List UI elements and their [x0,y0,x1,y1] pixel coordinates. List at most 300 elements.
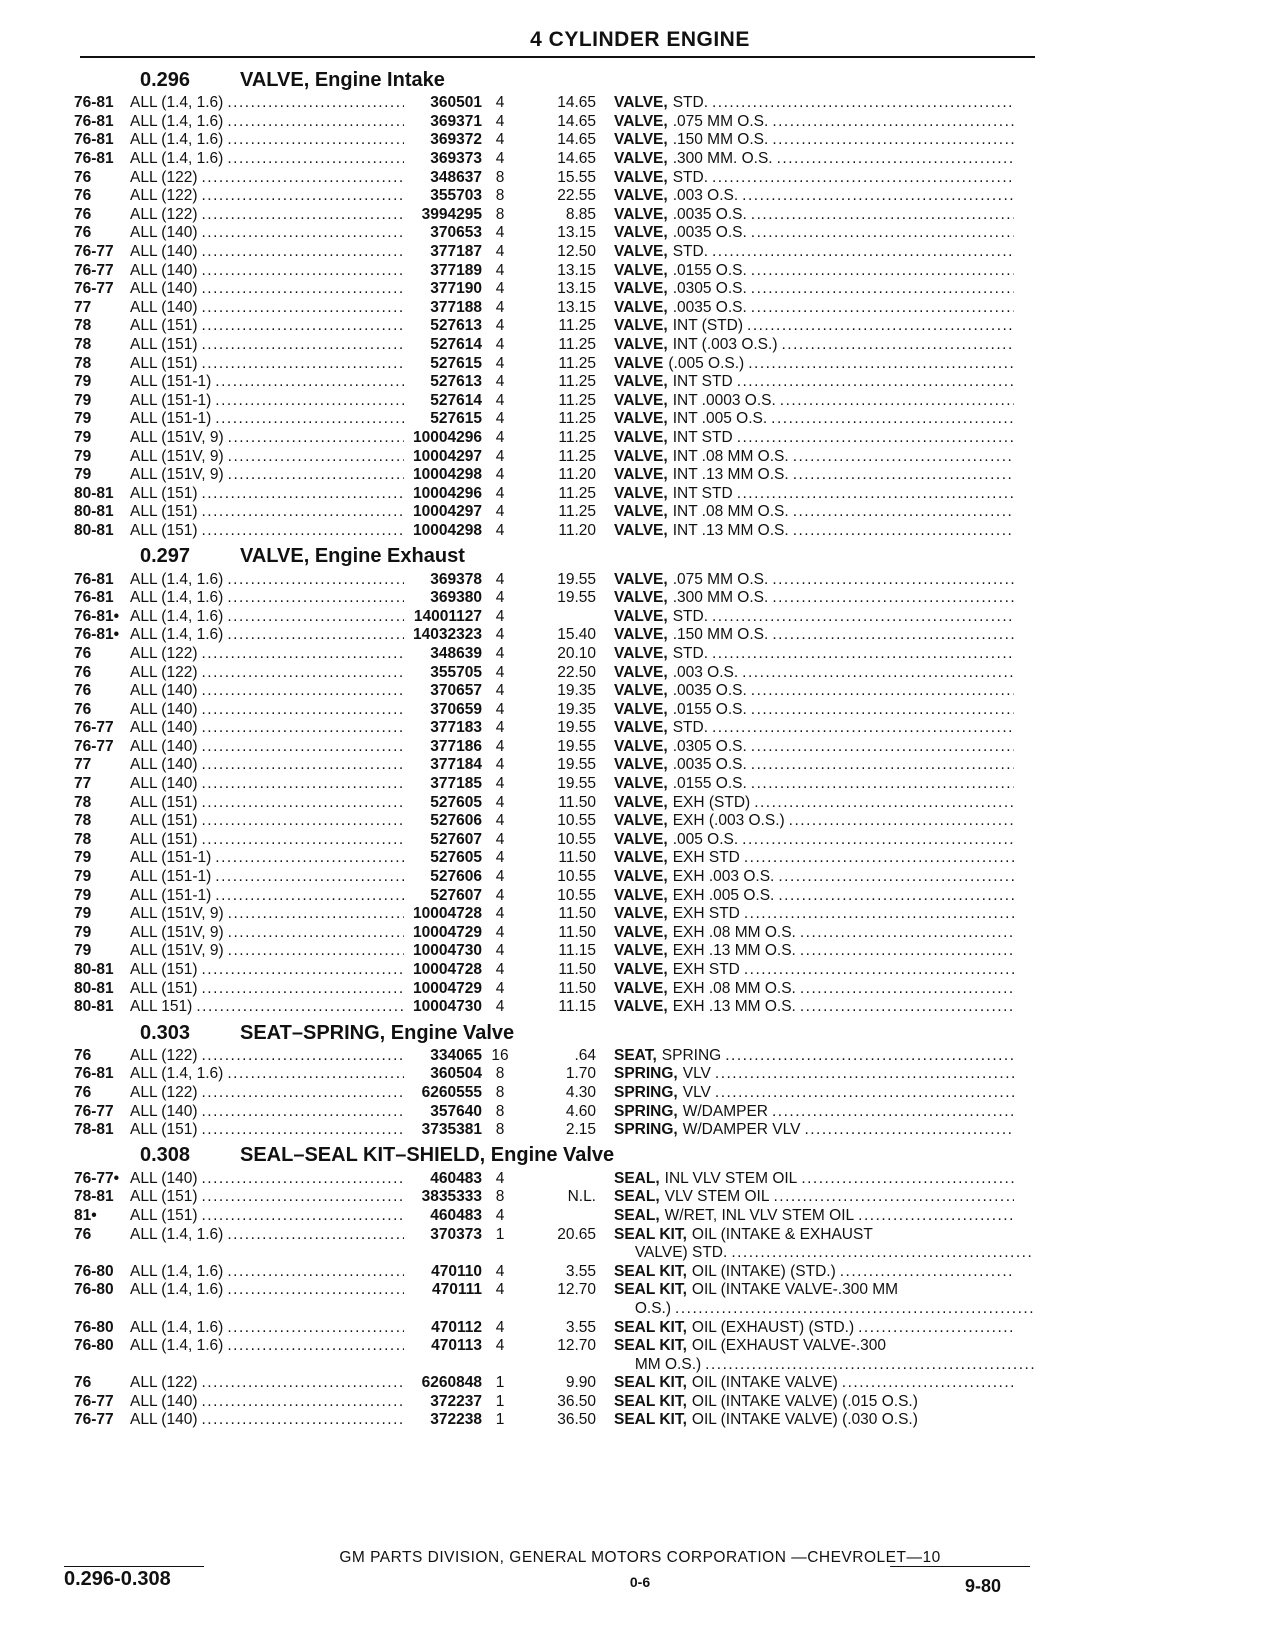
description [608,1121,1014,1139]
leader-dots [712,169,1014,187]
quantity: 4 [495,373,505,391]
application [130,150,404,168]
quantity: 8 [495,168,505,186]
leader-dots [202,756,405,774]
model-years: 79 [74,428,92,446]
description [608,849,1014,867]
application-text: ALL (151) [130,1121,198,1139]
description [608,775,1014,793]
description [608,243,1014,261]
part-number: 348637 [430,168,482,186]
model-years: 78 [74,830,92,848]
quantity: 4 [495,503,505,521]
leader-dots [793,503,1014,521]
quantity: 4 [495,998,505,1016]
part-row [74,682,1034,701]
description-text: OIL (EXHAUST VALVE-.300 [691,1337,887,1355]
application-text: ALL (140) [130,719,198,737]
leader-dots [751,682,1014,700]
model-years: 79 [74,923,92,941]
part-number: 369373 [430,150,482,168]
quantity: 4 [495,243,505,261]
price: 15.40 [557,626,596,644]
application-text: ALL (1.4, 1.6) [130,150,224,168]
model-years: 77 [74,298,92,316]
price: 12.70 [557,1337,596,1355]
description [608,794,1014,812]
description-text: OIL (INTAKE) (STD.) [691,1262,836,1280]
model-years: 79 [74,447,92,465]
quantity: 4 [495,626,505,644]
leader-dots [227,589,404,607]
model-years: 78 [74,354,92,372]
model-years: 76-77 [74,737,114,755]
price: 19.55 [557,570,596,588]
section-block [74,64,1034,540]
leader-dots [804,1121,1014,1139]
description-text: .0155 O.S. [672,775,747,793]
description [608,942,1014,960]
leader-dots [202,206,405,224]
description-keyword: VALVE, [614,775,668,793]
part-row [74,998,1034,1017]
application [130,942,404,960]
description-keyword: VALVE, [614,428,668,446]
application-text: ALL (140) [130,261,198,279]
model-years: 76-81 [74,150,114,168]
description-keyword: VALVE, [614,521,668,539]
price: 19.55 [557,719,596,737]
leader-dots [202,1207,405,1225]
description-text: INT .005 O.S. [672,410,768,428]
part-row [74,206,1034,225]
leader-dots [227,1319,404,1337]
description [608,1103,1014,1121]
leader-dots [227,608,404,626]
model-years: 76-81 [74,570,114,588]
application-text: ALL (151) [130,1206,198,1224]
part-number: 10004296 [413,484,482,502]
leader-dots [737,485,1014,503]
description-text: EXH .003 O.S. [672,868,775,886]
description-keyword: SPRING, [614,1065,678,1083]
application [130,466,404,484]
quantity: 4 [495,737,505,755]
quantity: 4 [495,94,505,112]
leader-dots [793,522,1014,540]
section-number: 0.303 [140,1021,191,1044]
part-row [74,1300,1034,1319]
part-number: 10004298 [413,466,482,484]
part-number: 370659 [430,700,482,718]
description-keyword: VALVE, [614,484,668,502]
price: 2.15 [565,1121,596,1139]
application [130,998,404,1016]
quantity: 4 [495,775,505,793]
description-keyword: SEAL KIT, [614,1337,687,1355]
description-keyword: VALVE, [614,756,668,774]
description-keyword: VALVE, [614,849,668,867]
description [607,1356,1034,1374]
description [608,701,1014,719]
application [130,682,404,700]
footer-date: 9-80 [965,1576,1002,1596]
application [130,626,404,644]
part-row [74,168,1034,187]
part-number: 360501 [430,94,482,112]
leader-dots [751,280,1014,298]
description-text: .075 MM O.S. [672,112,769,130]
quantity: 4 [495,317,505,335]
description [608,336,1014,354]
part-row [74,663,1034,682]
description [608,980,1014,998]
model-years: 76 [74,187,92,205]
application [130,262,404,280]
model-years: 76 [74,1046,92,1064]
description-text: INT (.003 O.S.) [672,336,778,354]
model-years: 76-77 [74,243,114,261]
leader-dots [751,738,1014,756]
application [130,887,404,905]
application [130,113,404,131]
section-title: SEAT–SPRING, Engine Valve [240,1021,515,1044]
application [130,589,404,607]
application-text: ALL (140) [130,280,198,298]
quantity: 8 [495,1188,505,1206]
part-row [74,1244,1034,1263]
part-number: 460483 [430,1169,482,1187]
leader-dots [751,775,1014,793]
description [608,1207,1014,1225]
quantity: 4 [495,336,505,354]
part-number: 527613 [430,317,482,335]
application-text: ALL (151) [130,503,198,521]
leader-dots [202,738,405,756]
leader-dots [202,1170,405,1188]
part-row [74,484,1034,503]
price: 19.55 [557,589,596,607]
description [608,1374,1014,1392]
part-row [74,793,1034,812]
quantity: 4 [495,484,505,502]
part-number: 377188 [430,298,482,316]
application [130,794,404,812]
description-keyword: VALVE, [614,998,668,1016]
description-text: EXH STD [672,961,740,979]
description [608,224,1014,242]
part-row [74,1225,1034,1244]
description-text: STD. [672,644,708,662]
part-number: 10004730 [413,998,482,1016]
price: 11.20 [558,521,596,539]
application-text: ALL (1.4, 1.6) [130,112,224,130]
description-text: INT .13 MM O.S. [672,521,789,539]
application-text: ALL (151V, 9) [130,428,224,446]
quantity: 4 [495,112,505,130]
section-block [74,1017,1034,1140]
description [608,131,1014,149]
leader-dots [772,571,1014,589]
leader-dots [744,849,1014,867]
section-title: VALVE, Engine Intake [240,69,445,91]
part-number: 10004297 [413,503,482,521]
leader-dots [228,448,404,466]
application-text: ALL (151) [130,793,198,811]
application [130,206,404,224]
leader-dots [748,355,1014,373]
price: 14.65 [557,94,596,112]
footer-section-range: 0.296-0.308 [64,1568,171,1590]
description [608,719,1014,737]
part-row [74,336,1034,355]
description-text: .0305 O.S. [672,280,747,298]
leader-dots [202,317,405,335]
description-text: VLV STEM OIL [664,1188,770,1206]
model-years: 76-81 [74,112,114,130]
leader-dots [227,131,404,149]
application [130,961,404,979]
description-keyword: VALVE, [614,700,668,718]
leader-dots [227,150,404,168]
leader-dots [202,503,405,521]
description-text: .003 O.S. [672,663,739,681]
description-text: EXH .08 MM O.S. [672,979,796,997]
description-keyword: VALVE, [614,261,668,279]
application-text: ALL (122) [130,205,198,223]
description-keyword: SPRING, [614,1083,678,1101]
application-text: ALL (122) [130,1083,198,1101]
price: 11.50 [558,979,596,997]
description [608,1065,1014,1083]
description [608,187,1014,205]
description [608,206,1014,224]
part-row [74,224,1034,243]
part-number: 355703 [430,187,482,205]
description-keyword: VALVE, [614,336,668,354]
application [130,448,404,466]
price: 14.65 [557,112,596,130]
price: 11.25 [558,503,596,521]
description-keyword: VALVE, [614,168,668,186]
description-keyword: VALVE, [614,886,668,904]
price: 36.50 [557,1411,596,1429]
part-number: 460483 [430,1206,482,1224]
description-keyword: SPRING, [614,1121,678,1139]
description-keyword: SEAL KIT, [614,1411,687,1429]
application [130,645,404,663]
application-text: ALL (151) [130,1188,198,1206]
application-text: ALL (151) [130,830,198,848]
application [130,812,404,830]
application-text: ALL (140) [130,756,198,774]
description [608,355,1014,373]
leader-dots [744,905,1014,923]
section-number: 0.296 [140,69,191,91]
application-text: ALL (151V, 9) [130,923,224,941]
description-keyword: VALVE, [614,719,668,737]
description-text: INT .0003 O.S. [672,391,776,409]
model-years: 79 [74,905,92,923]
footer-rule-right [890,1566,1030,1567]
description [608,503,1014,521]
description-text: STD. [672,607,708,625]
leader-dots [202,262,405,280]
application [130,336,404,354]
application [130,1047,404,1065]
leader-dots [771,410,1014,428]
leader-dots [202,719,405,737]
price: 20.10 [557,644,596,662]
model-years: 76 [74,1225,92,1243]
description-text: .300 MM O.S. [672,589,769,607]
part-row [74,1281,1034,1300]
description [608,280,1014,298]
part-row [74,1355,1034,1374]
price: 13.15 [557,298,596,316]
price: 12.50 [557,243,596,261]
model-years: 79 [74,410,92,428]
application [130,1170,404,1188]
leader-dots [202,224,405,242]
price: 8.85 [565,205,596,223]
application [130,1188,404,1206]
part-number: 527606 [430,812,482,830]
application-text: ALL (1.4, 1.6) [130,1337,224,1355]
description-text: OIL (INTAKE & EXHAUST [691,1225,873,1243]
description-keyword: VALVE, [614,979,668,997]
part-number: 10004728 [413,905,482,923]
description-keyword: VALVE [614,354,664,372]
leader-dots [215,373,404,391]
application-text: ALL (1.4, 1.6) [130,1318,224,1336]
leader-dots [800,980,1014,998]
description-keyword: VALVE, [614,391,668,409]
application-text: ALL (1.4, 1.6) [130,607,224,625]
quantity: 4 [495,1169,505,1187]
leader-dots [202,794,405,812]
part-number: 377184 [430,756,482,774]
quantity: 4 [495,1337,505,1355]
part-number: 470110 [431,1262,482,1280]
part-row [74,354,1034,373]
part-row [74,1169,1034,1188]
price: 11.25 [558,317,596,335]
quantity: 4 [495,466,505,484]
quantity: 4 [495,830,505,848]
part-row [74,812,1034,831]
application-text: ALL (140) [130,1102,198,1120]
footer-company: GM PARTS DIVISION, GENERAL MOTORS CORPORATION —CHEVROLET—10 [339,1549,941,1566]
part-row [74,410,1034,429]
description-text: VLV [682,1083,711,1101]
leader-dots [772,131,1014,149]
description-text: SPRING [661,1046,722,1064]
price: 10.55 [557,812,596,830]
model-years: 76 [74,682,92,700]
part-row [74,429,1034,448]
model-years: 76 [74,644,92,662]
price: 1.70 [565,1065,596,1083]
price: .64 [574,1046,596,1064]
application-text: ALL (1.4, 1.6) [130,1281,224,1299]
quantity: 4 [495,447,505,465]
description-text: INL VLV STEM OIL [664,1169,798,1187]
price: 9.90 [565,1374,596,1392]
part-number: 6260555 [421,1083,482,1101]
part-row [74,849,1034,868]
description-text: MM O.S.) [634,1355,702,1373]
leader-dots [202,645,405,663]
part-row [74,1318,1034,1337]
leader-dots [712,608,1014,626]
model-years: 79 [74,466,92,484]
quantity: 4 [495,979,505,997]
description-text: INT .13 MM O.S. [672,466,789,484]
description [608,961,1014,979]
leader-dots [777,150,1014,168]
leader-dots [793,448,1014,466]
part-row [74,1337,1034,1356]
part-number: 527615 [430,354,482,372]
leader-dots [227,1281,404,1299]
description-keyword: VALVE, [614,94,668,112]
model-years: 76-81• [74,626,120,644]
description-keyword: VALVE, [614,187,668,205]
leader-dots [800,998,1014,1016]
description-text: .003 O.S. [672,187,739,205]
quantity: 1 [495,1411,505,1429]
quantity: 4 [495,150,505,168]
application [130,1411,404,1429]
leader-dots [751,756,1014,774]
application-text: ALL (151) [130,354,198,372]
quantity: 8 [495,187,505,205]
description [608,113,1014,131]
description [608,1263,1014,1281]
description [608,571,1014,589]
description [608,1170,1014,1188]
part-row [74,1047,1034,1066]
leader-dots [754,794,1014,812]
quantity: 4 [495,521,505,539]
part-number: 527615 [430,410,482,428]
quantity: 4 [495,1318,505,1336]
description [608,1084,1014,1102]
part-number: 470113 [431,1337,482,1355]
model-years: 76 [74,663,92,681]
description-text: OIL (INTAKE VALVE) (.015 O.S.) [691,1392,918,1410]
part-row [74,626,1034,645]
leader-dots [731,1244,1034,1262]
part-row [74,719,1034,738]
description-keyword: VALVE, [614,298,668,316]
description-keyword: VALVE, [614,280,668,298]
price: 19.35 [557,682,596,700]
part-number: 370653 [430,224,482,242]
application-text: ALL (1.4, 1.6) [130,626,224,644]
quantity: 4 [495,224,505,242]
application-text: ALL (151V, 9) [130,905,224,923]
leader-dots [751,206,1014,224]
description-keyword: VALVE, [614,682,668,700]
application [130,1121,404,1139]
description-keyword: VALVE, [614,589,668,607]
leader-dots [202,1393,405,1411]
price: 11.50 [558,923,596,941]
description [608,831,1014,849]
application-text: ALL (151) [130,317,198,335]
